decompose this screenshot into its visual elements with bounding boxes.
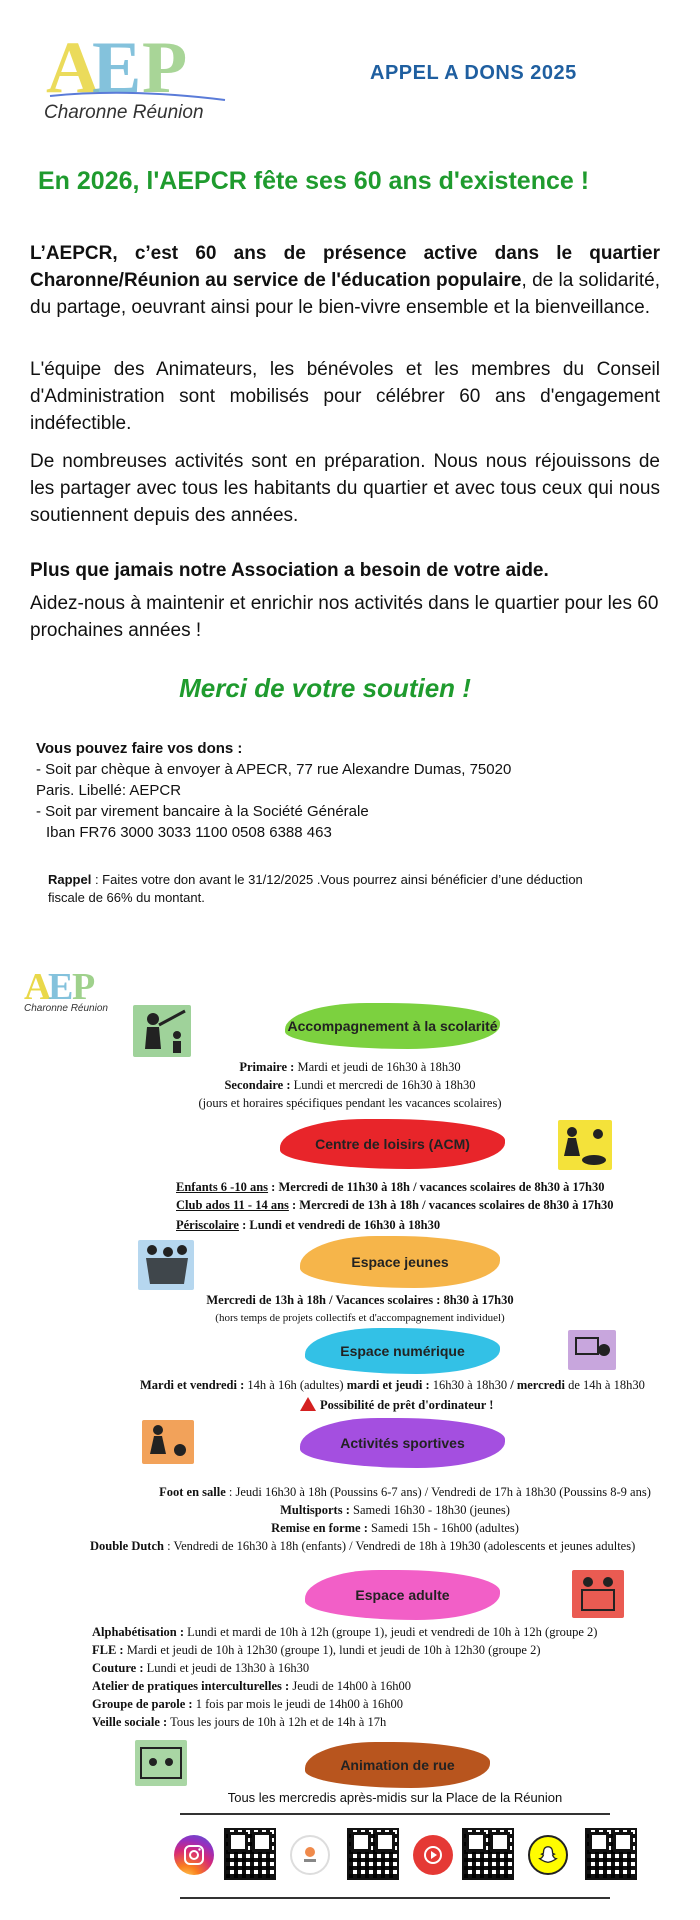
jeunes-hours: Mercredi de 13h à 18h / Vacances scolaires : 8h30 à 17h30 xyxy=(206,1293,514,1307)
couture-hours: Lundi et jeudi de 13h30 à 16h30 xyxy=(143,1661,310,1675)
numerique-day2: mardi et jeudi : xyxy=(346,1378,430,1392)
veille-hours: Tous les jours de 10h à 12h et de 14h à 17h xyxy=(167,1715,387,1729)
logo-subtitle: Charonne Réunion xyxy=(44,102,204,123)
numerique-schedule xyxy=(140,1376,645,1394)
numerique-day1: Mardi et vendredi : xyxy=(140,1378,245,1392)
team-paragraph: L'équipe des Animateurs, les bénévoles et les membres du Conseil d'Administration sont mobilisés pour célébrer 60 ans d'engagement indéfectible. xyxy=(30,359,660,434)
secondaire-label: Secondaire : xyxy=(224,1078,291,1092)
pret-text: Possibilité de prêt d'ordinateur ! xyxy=(320,1398,494,1412)
numerique-banner: Espace numérique xyxy=(305,1328,500,1374)
sports-illustration xyxy=(142,1420,194,1464)
scolarite-primaire xyxy=(150,1058,550,1076)
veille-label: Veille sociale : xyxy=(92,1715,168,1729)
enfants-hours: Mercredi de 11h30 à 18h / vacances scolaires de 8h30 à 17h30 xyxy=(275,1180,605,1194)
flyer-logo xyxy=(22,963,114,1019)
snapchat-icon[interactable] xyxy=(528,1835,568,1875)
loisirs-enfants xyxy=(176,1178,614,1196)
adulte-fle xyxy=(92,1641,597,1659)
double-dutch-hours: : Vendredi de 16h30 à 18h (enfants) / Vendredi de 18h à 19h30 (adolescents et jeunes adultes) xyxy=(163,1539,636,1553)
logo-letter-a: A xyxy=(46,27,100,109)
street-illustration xyxy=(135,1740,187,1786)
numerique-h3: de 14h à 18h30 xyxy=(564,1378,645,1392)
activities-paragraph: De nombreuses activités sont en préparation. Nous nous réjouissons de les partager avec tous les habitants du quartier et avec tous ceux qui nous soutiennent depuis des années. xyxy=(30,451,660,526)
fle-hours: Mardi et jeudi de 10h à 12h30 (groupe 1), lundi et jeudi de 10h à 12h30 (groupe 2) xyxy=(123,1643,541,1657)
numerique-h1: 14h à 16h (adultes) xyxy=(244,1378,347,1392)
flyer-logo-a: A xyxy=(24,966,52,1003)
homework-illustration xyxy=(133,1005,191,1057)
loisirs-periscolaire xyxy=(176,1216,614,1234)
sportives-multisports xyxy=(90,1501,700,1519)
scolarite-schedule xyxy=(150,1058,550,1112)
instagram-icon[interactable] xyxy=(174,1835,214,1875)
numerique-day3: / mercredi xyxy=(510,1378,565,1392)
parole-hours: 1 fois par mois le jeudi de 14h00 à 16h00 xyxy=(192,1697,403,1711)
primaire-hours: Mardi et jeudi de 16h30 à 18h30 xyxy=(294,1060,461,1074)
periscolaire-label: Périscolaire xyxy=(176,1218,239,1232)
aep-logo xyxy=(40,22,235,132)
numerique-pret xyxy=(300,1396,493,1414)
double-dutch-label: Double Dutch xyxy=(90,1539,164,1553)
primaire-label: Primaire : xyxy=(239,1060,295,1074)
appeal-title: APPEL A DONS 2025 xyxy=(370,62,577,84)
flyer-logo-subtitle: Charonne Réunion xyxy=(24,1003,108,1014)
logo-letter-p: P xyxy=(142,27,188,109)
ados-label: Club ados 11 - 14 ans xyxy=(176,1198,289,1212)
foot-label: Foot en salle xyxy=(159,1485,226,1499)
sportives-foot xyxy=(90,1483,700,1501)
donation-iban: Iban FR76 3000 3033 1100 0508 6388 463 xyxy=(46,824,332,841)
remise-label: Remise en forme : xyxy=(271,1521,368,1535)
donation-line-virement: - Soit par virement bancaire à la Société Générale xyxy=(36,803,369,820)
youtube-qr-code-icon[interactable] xyxy=(462,1828,514,1880)
intro-paragraph xyxy=(30,240,660,321)
website-qr-code-icon[interactable] xyxy=(347,1828,399,1880)
reminder-text: : Faites votre don avant le 31/12/2025 .Vous pourrez ainsi bénéficier d’une déduction fiscale de 66% du montant. xyxy=(48,872,583,905)
help-heading: Plus que jamais notre Association a besoin de votre aide. xyxy=(30,560,549,581)
parole-label: Groupe de parole : xyxy=(92,1697,193,1711)
thanks-heading: Merci de votre soutien ! xyxy=(179,673,471,703)
multisports-hours: Samedi 16h30 - 18h30 (jeunes) xyxy=(349,1503,510,1517)
jeunes-schedule xyxy=(150,1291,570,1327)
intro-bold: L’AEPCR, c’est 60 ans de présence active dans le quartier Charonne/Réunion au service de l'éducation populaire xyxy=(30,243,660,291)
adulte-veille xyxy=(92,1713,597,1731)
ados-hours: : Mercredi de 13h à 18h / vacances scolaires de 8h30 à 17h30 xyxy=(288,1198,614,1212)
numerique-h2: 16h30 à 18h30 xyxy=(429,1378,511,1392)
adult-illustration xyxy=(572,1570,624,1618)
games-illustration xyxy=(558,1120,612,1170)
intro-rest: , de la solidarité, du partage, oeuvrant ainsi pour le bien-vivre ensemble et la bienveillance. xyxy=(30,270,660,318)
footer-divider-top xyxy=(180,1813,610,1815)
flyer-logo-e: E xyxy=(48,966,74,1003)
alpha-label: Alphabétisation : xyxy=(92,1625,185,1639)
sportives-double-dutch xyxy=(90,1537,685,1555)
logo-letter-e: E xyxy=(92,27,142,109)
scolarite-vacances: (jours et horaires spécifiques pendant les vacances scolaires) xyxy=(198,1096,502,1110)
adulte-couture xyxy=(92,1659,597,1677)
enfants-label: Enfants 6 -10 ans xyxy=(176,1180,269,1194)
rue-schedule: Tous les mercredis après-midis sur la Place de la Réunion xyxy=(227,1790,563,1805)
digital-illustration xyxy=(568,1330,616,1370)
adulte-schedule xyxy=(92,1623,597,1731)
le-marchand-de-bien-icon[interactable] xyxy=(290,1835,330,1875)
atelier-label: Atelier de pratiques interculturelles : xyxy=(92,1679,290,1693)
donation-title: Vous pouvez faire vos dons : xyxy=(36,740,243,757)
jeunes-note: (hors temps de projets collectifs et d'accompagnement individuel) xyxy=(215,1312,505,1324)
anniversary-heading: En 2026, l'AEPCR fête ses 60 ans d'existence ! xyxy=(38,167,590,195)
periscolaire-hours: : Lundi et vendredi de 16h30 à 18h30 xyxy=(238,1218,441,1232)
warning-icon xyxy=(300,1397,316,1411)
adulte-atelier xyxy=(92,1677,597,1695)
help-paragraph: Aidez-nous à maintenir et enrichir nos activités dans le quartier pour les 60 prochaines années ! xyxy=(30,593,659,641)
alpha-hours: Lundi et mardi de 10h à 12h (groupe 1), jeudi et vendredi de 10h à 12h (groupe 2) xyxy=(184,1625,598,1639)
atelier-hours: Jeudi de 14h00 à 16h00 xyxy=(289,1679,412,1693)
rue-banner: Animation de rue xyxy=(305,1742,490,1788)
sportives-banner: Activités sportives xyxy=(300,1418,505,1468)
loisirs-schedule xyxy=(176,1178,614,1234)
sportives-schedule xyxy=(90,1483,700,1537)
adulte-parole xyxy=(92,1695,597,1713)
jeunes-banner: Espace jeunes xyxy=(300,1236,500,1288)
loisirs-ados xyxy=(176,1196,614,1214)
secondaire-hours: Lundi et mercredi de 16h30 à 18h30 xyxy=(290,1078,476,1092)
donation-info xyxy=(36,738,636,843)
numerique-hours xyxy=(140,1376,645,1394)
reminder-label: Rappel xyxy=(48,872,92,887)
couture-label: Couture : xyxy=(92,1661,144,1675)
adulte-alpha xyxy=(92,1623,597,1641)
scolarite-banner: Accompagnement à la scolarité xyxy=(285,1003,500,1049)
remise-hours: Samedi 15h - 16h00 (adultes) xyxy=(367,1521,519,1535)
flyer-logo-p: P xyxy=(72,966,96,1003)
instagram-qr-code-icon[interactable] xyxy=(224,1828,276,1880)
donation-line-cheque: - Soit par chèque à envoyer à APECR, 77 rue Alexandre Dumas, 75020 xyxy=(36,761,512,778)
snapchat-qr-code-icon[interactable] xyxy=(585,1828,637,1880)
loisirs-banner: Centre de loisirs (ACM) xyxy=(280,1119,505,1169)
adulte-banner: Espace adulte xyxy=(305,1570,500,1620)
enfants-colon: : xyxy=(268,1180,276,1194)
fle-label: FLE : xyxy=(92,1643,124,1657)
scolarite-secondaire xyxy=(150,1076,550,1094)
donation-line-paris: Paris. Libellé: AEPCR xyxy=(36,782,182,799)
youtube-icon[interactable] xyxy=(413,1835,453,1875)
footer-divider-bottom xyxy=(180,1897,610,1899)
youth-illustration xyxy=(138,1240,194,1290)
reminder-note xyxy=(48,871,608,907)
foot-hours: : Jeudi 16h30 à 18h (Poussins 6-7 ans) / Vendredi de 17h à 18h30 (Poussins 8-9 ans) xyxy=(225,1485,651,1499)
multisports-label: Multisports : xyxy=(280,1503,350,1517)
sportives-remise xyxy=(90,1519,700,1537)
